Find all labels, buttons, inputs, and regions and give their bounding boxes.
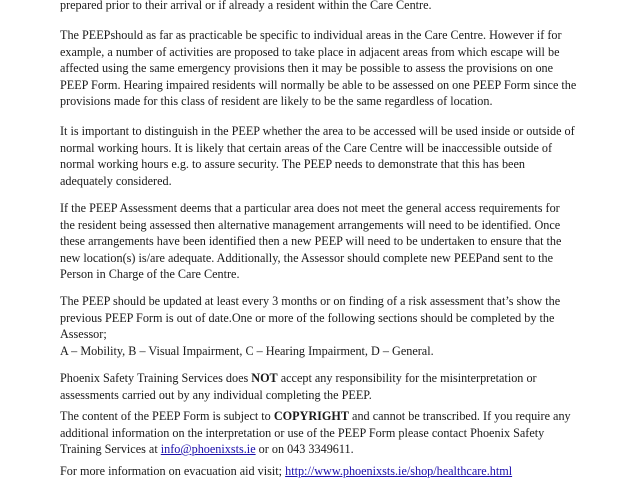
text-line: the resident being assessed then alternative management arrangements will need to be identified. Once <box>60 217 561 232</box>
text-line <box>60 370 590 387</box>
text-line <box>60 408 590 425</box>
text-line <box>60 441 590 458</box>
text-line: additional information on the interpretation or use of the PEEP Form please contact Phoenix Safety <box>60 425 545 440</box>
email-link[interactable]: info@phoenixsts.ie <box>160 442 256 456</box>
paragraph-assessment-access <box>60 200 590 283</box>
text-segment: or on 043 3349611. <box>255 442 354 456</box>
text-line: normal working hours e.g. to assure security. The PEEP needs to demonstrate that this has been <box>60 157 525 171</box>
emphasis-not: NOT <box>251 371 278 385</box>
paragraph-peep-specific-areas <box>60 27 590 110</box>
text-line: Person in Charge of the Care Centre. <box>60 267 240 281</box>
text-line: assessments carried out by any individual completing the PEEP. <box>60 387 372 402</box>
text-line: affected using the same emergency provisions then it may be possible to assess the provisions on one <box>60 61 554 75</box>
paragraph-working-hours <box>60 123 590 189</box>
text-segment: and cannot be transcribed. If you require any <box>349 409 571 423</box>
text-line: these arrangements have been identified then a new PEEP will need to be undertaken to ensure that the <box>60 234 562 248</box>
paragraph-more-info <box>60 463 590 480</box>
text-line: example, a number of activities are proposed to take place in adjacent areas from which escape will be <box>60 44 560 59</box>
text-line: The PEEPshould as far as practicable be specific to individual areas in the Care Centre. However if for <box>60 28 562 42</box>
text-line: The PEEP should be updated at least every 3 months or on finding of a risk assessment that’s show the <box>60 294 561 308</box>
text-line: Assessor; <box>60 327 107 341</box>
text-line: prepared prior to their arrival or if already a resident within the Care Centre. <box>60 0 432 12</box>
text-line: previous PEEP Form is out of date.One or more of the following sections should be completed by the <box>60 310 555 325</box>
text-line: PEEP Form. Hearing impaired residents will normally be able to be assessed on one PEEP Form since the <box>60 77 577 92</box>
text-line: It is important to distinguish in the PEEP whether the area to be accessed will be used inside or outside of <box>60 124 575 138</box>
healthcare-shop-link[interactable]: http://www.phoenixsts.ie/shop/healthcare.html <box>285 464 513 478</box>
paragraph-peep-update <box>60 293 590 359</box>
text-line: A – Mobility, B – Visual Impairment, C – Hearing Impairment, D – General. <box>60 343 434 358</box>
text-segment: Training Services at <box>60 442 161 456</box>
text-line: If the PEEP Assessment deems that a particular area does not meet the general access requirements for <box>60 201 560 215</box>
paragraph-disclaimer <box>60 370 590 403</box>
paragraph-intro-end <box>60 0 590 14</box>
text-segment: Phoenix Safety Training Services does <box>60 371 252 385</box>
text-line <box>60 463 590 480</box>
text-line: normal working hours. It is likely that certain areas of the Care Centre will be inaccessible outside of <box>60 140 553 155</box>
text-line: new location(s) is/are adequate. Additionally, the Assessor should complete new PEEPand sent to the <box>60 250 554 265</box>
emphasis-copyright: COPYRIGHT <box>273 409 349 423</box>
text-segment: The content of the PEEP Form is subject to <box>60 409 274 423</box>
text-line: provisions made for this class of resident are likely to be the same regardless of location. <box>60 94 493 108</box>
text-line: adequately considered. <box>60 173 172 188</box>
paragraph-copyright <box>60 408 590 458</box>
text-segment: accept any responsibility for the misinterpretation or <box>277 371 537 385</box>
text-segment: For more information on evacuation aid visit; <box>60 464 286 478</box>
